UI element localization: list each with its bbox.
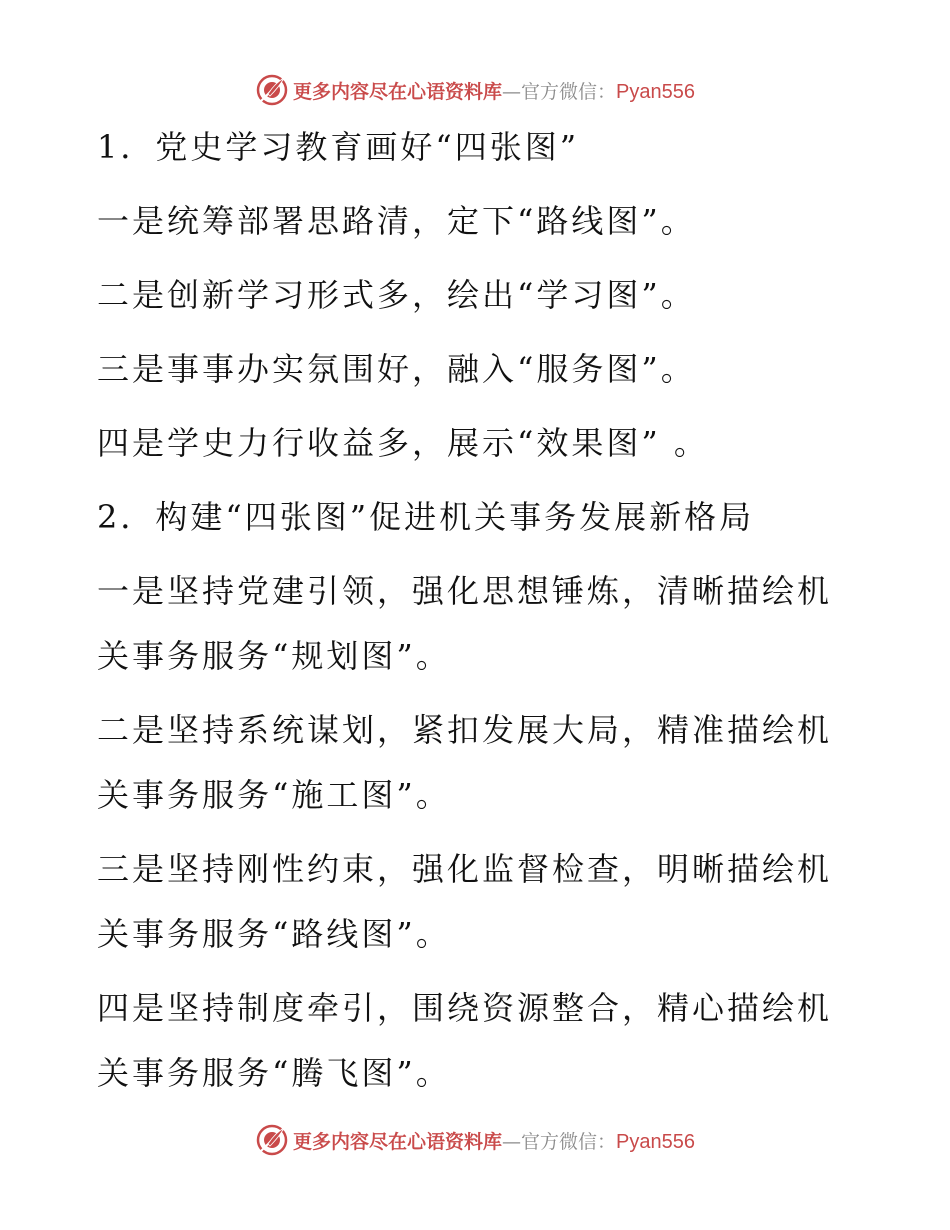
section-1-heading: 1．党史学习教育画好“四张图” [97, 128, 580, 166]
feather-circle-logo-icon [255, 73, 289, 107]
section-2-item-3-line-1: 三是坚持刚性约束，强化监督检查，明晰描绘机 [97, 850, 833, 888]
watermark-wechat-label: 官方微信： [521, 1130, 617, 1153]
section-2-item-1-line-2: 关事务服务“规划图”。 [97, 637, 451, 675]
watermark-wechat-id: Pyan556 [616, 80, 695, 103]
watermark-separator: — [502, 1130, 522, 1153]
section-1-item-4: 四是学史力行收益多，展示“效果图” 。 [97, 424, 709, 462]
watermark-wechat-label: 官方微信： [521, 80, 617, 103]
document-body [97, 122, 837, 1098]
header-watermark [0, 70, 950, 110]
section-1-item-2: 二是创新学习形式多，绘出“学习图”。 [97, 276, 696, 314]
watermark-text [293, 77, 695, 104]
watermark-separator: — [502, 80, 522, 103]
section-2-item-2-line-2: 关事务服务“施工图”。 [97, 776, 451, 814]
feather-circle-logo-icon [255, 1123, 289, 1157]
section-2-item-4-line-1: 四是坚持制度牵引，围绕资源整合，精心描绘机 [97, 989, 833, 1027]
section-2-heading: 2．构建“四张图”促进机关事务发展新格局 [97, 498, 755, 536]
footer-watermark [0, 1120, 950, 1160]
section-1-item-1: 一是统筹部署思路清，定下“路线图”。 [97, 202, 696, 240]
watermark-wechat-id: Pyan556 [616, 1130, 695, 1153]
watermark-brand: 更多内容尽在心语资料库 [293, 1130, 503, 1153]
section-2-item-2-line-1: 二是坚持系统谋划，紧扣发展大局，精准描绘机 [97, 711, 833, 749]
watermark-text [293, 1127, 695, 1154]
section-2-item-3-line-2: 关事务服务“路线图”。 [97, 915, 451, 953]
section-2-item-4-line-2: 关事务服务“腾飞图”。 [97, 1054, 451, 1092]
section-1-item-3: 三是事事办实氛围好，融入“服务图”。 [97, 350, 696, 388]
watermark-brand: 更多内容尽在心语资料库 [293, 80, 503, 103]
section-2-item-1-line-1: 一是坚持党建引领，强化思想锤炼，清晰描绘机 [97, 572, 833, 610]
